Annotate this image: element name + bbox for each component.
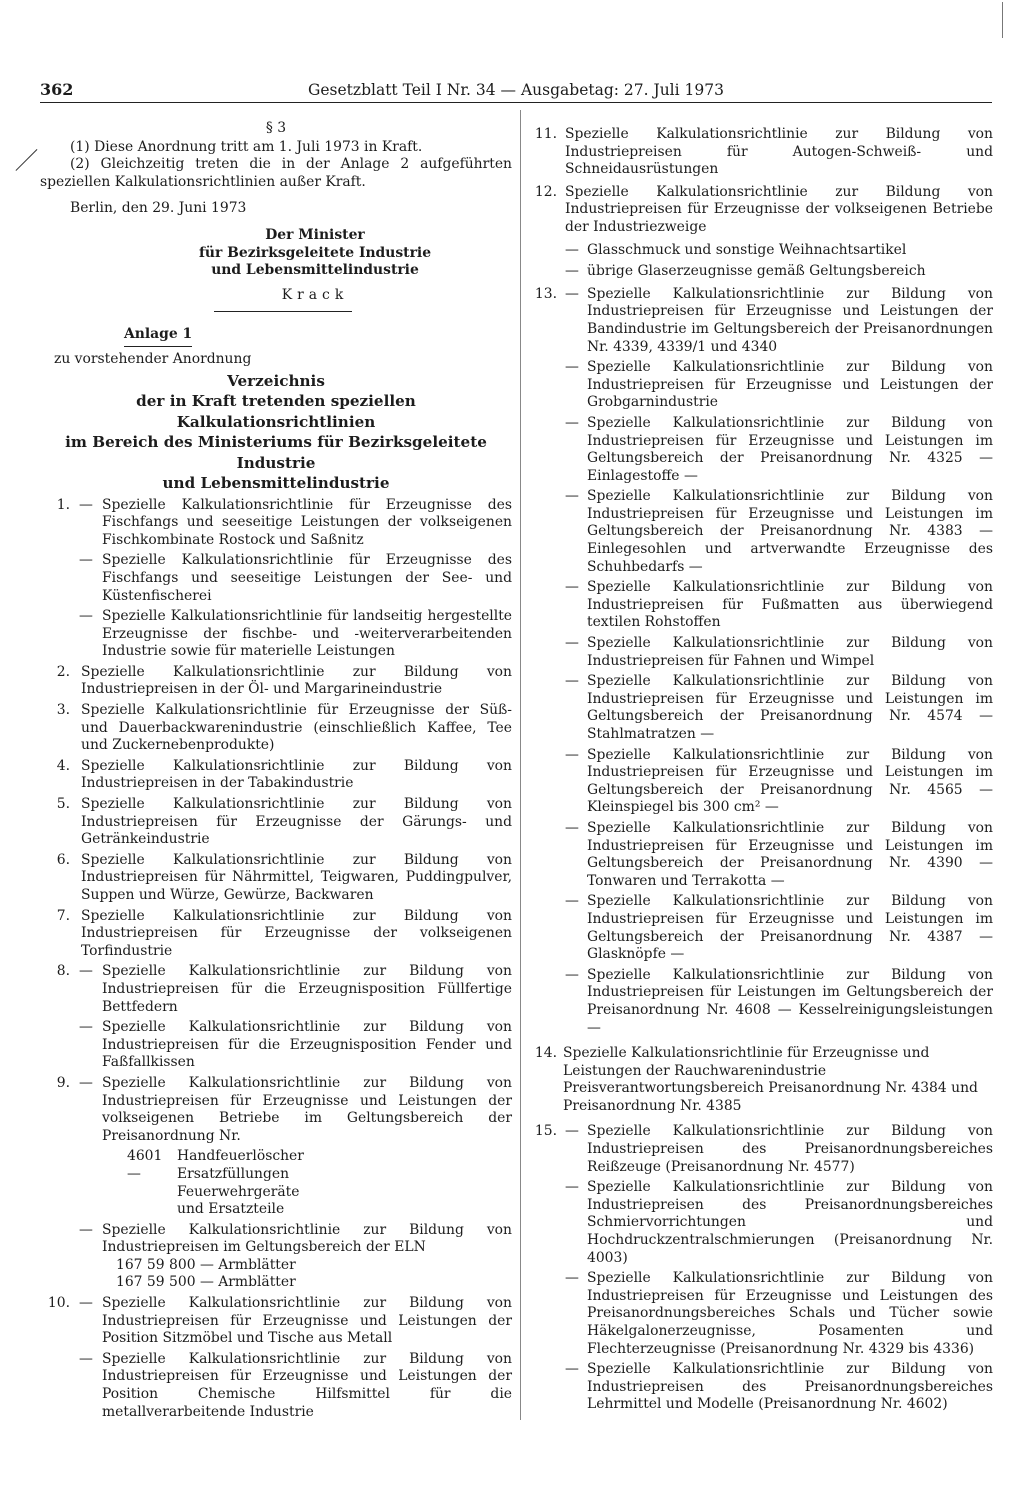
paragraph-1: (1) Diese Anordnung tritt am 1. Juli 1973 in Kraft. xyxy=(70,138,423,155)
list-subitem xyxy=(565,820,993,890)
list-heading-line-2: der in Kraft tretenden speziellen Kalkulationsrichtlinien xyxy=(136,392,416,431)
item-text: Spezielle Kalkulationsrichtlinie zur Bildung von Industriepreisen für Erzeugnisse und Leistungen im Geltungsbereich der Preisanordnung Nr. 4390 — Tonwaren und Terrakotta — xyxy=(587,819,993,889)
item-dash: — xyxy=(79,1019,93,1036)
item-number: 2. xyxy=(56,663,70,680)
item-text: Spezielle Kalkulationsrichtlinie zur Bildung von Industriepreisen für Erzeugnisse und Leistungen der Position Sitzmöbel und Tische aus Metall xyxy=(102,1295,512,1347)
item-dash: — xyxy=(79,496,93,513)
item-text: Spezielle Kalkulationsrichtlinie zur Bildung von Industriepreisen für Erzeugnisse der volkseigenen Betriebe der Industriezweige xyxy=(565,183,993,235)
list-item xyxy=(533,126,993,179)
list-subitem xyxy=(565,263,993,281)
item-text: Spezielle Kalkulationsrichtlinie zur Bildung von Industriepreisen für Erzeugnisse und Leistungen im Geltungsbereich der Preisanordnung Nr. 4565 — Kleinspiegel bis 300 cm² — xyxy=(587,746,993,816)
item-dash: — xyxy=(565,819,579,836)
list-subitem xyxy=(70,608,512,661)
item-text: Spezielle Kalkulationsrichtlinie zur Bildung von Industriepreisen im Geltungsbereich der ELN xyxy=(102,1221,512,1256)
item-dash: — xyxy=(79,608,93,625)
item-text: übrige Glaserzeugnisse gemäß Geltungsbereich xyxy=(587,263,926,280)
item-number: 13. xyxy=(534,285,557,302)
item-text: Spezielle Kalkulationsrichtlinie zur Bildung von Industriepreisen des Preisanordnungsbereiches Lehrmittel und Modelle (Preisanordnung Nr. 4602) xyxy=(587,1361,993,1413)
list-item xyxy=(40,702,512,755)
right-column xyxy=(533,126,993,1417)
item-number: 1. xyxy=(56,496,70,513)
signatory-name: Krack xyxy=(281,286,349,303)
item-dash: — xyxy=(79,552,93,569)
code-number: 4601 — xyxy=(127,1148,163,1182)
item-text: Spezielle Kalkulationsrichtlinie für Erzeugnisse des Fischfangs und seeseitige Leistungen der See- und Küstenfischerei xyxy=(102,552,512,604)
header-title: Gesetzblatt Teil I Nr. 34 — Ausgabetag: 27. Juli 1973 xyxy=(308,81,724,99)
item-text: Spezielle Kalkulationsrichtlinie für landseitig hergestellte Erzeugnisse der fischbe- und -weiterverarbeitenden Industrie sowie für materielle Leistungen xyxy=(102,608,512,660)
item-dash: — xyxy=(565,414,579,431)
minister-line-2: für Bezirksgeleitete Industrie xyxy=(198,244,432,261)
section-heading: § 3 xyxy=(265,120,287,136)
pen-stroke-mark xyxy=(16,149,38,171)
item-number: 11. xyxy=(534,126,557,142)
item-number: 12. xyxy=(534,183,557,200)
item-dash: — xyxy=(565,263,579,280)
eln-code-line: 167 59 800 — Armblätter xyxy=(116,1256,296,1273)
list-item xyxy=(40,758,512,793)
list-subitem xyxy=(70,552,512,605)
list-item xyxy=(533,286,993,356)
list-item xyxy=(40,664,512,699)
list-item xyxy=(533,1123,993,1176)
item-dash: — xyxy=(565,488,579,505)
page-number: 362 xyxy=(40,80,74,99)
item-text: Spezielle Kalkulationsrichtlinie für Erzeugnisse des Fischfangs und seeseitige Leistungen der volkseigenen Fischkombinate Rostock und Saßnitz xyxy=(102,496,512,548)
item-number: 5. xyxy=(56,796,70,813)
margin-tick xyxy=(1002,2,1003,38)
list-subitem xyxy=(565,359,993,412)
item-dash: — xyxy=(79,963,93,980)
place-date: Berlin, den 29. Juni 1973 xyxy=(70,200,247,217)
item-dash: — xyxy=(565,241,579,258)
list-heading-line-4: und Lebensmittelindustrie xyxy=(162,474,390,493)
code-description xyxy=(177,1148,512,1218)
code-line: Ersatzfüllungen xyxy=(177,1165,290,1182)
item-number: 15. xyxy=(534,1123,557,1140)
item-dash: — xyxy=(79,1221,93,1238)
list-subitem xyxy=(565,967,993,1037)
list-item xyxy=(40,497,512,550)
item-dash: — xyxy=(565,1270,579,1287)
list-heading-line-1: Verzeichnis xyxy=(227,371,325,390)
header-rule xyxy=(40,102,992,103)
item-text: Spezielle Kalkulationsrichtlinie zur Bildung von Industriepreisen für Erzeugnisse und Leistungen der Grobgarnindustrie xyxy=(587,359,993,411)
list-item xyxy=(40,796,512,849)
item-number: 7. xyxy=(56,907,70,924)
item-text: Glasschmuck und sonstige Weihnachtsartikel xyxy=(587,241,907,258)
item-dash: — xyxy=(565,1179,579,1196)
item-text: Spezielle Kalkulationsrichtlinie für Erzeugnisse der Süß- und Dauerbackwarenindustrie (einschließlich Kaffee, Tee und Zuckernebenprodukte) xyxy=(81,702,512,754)
item-dash: — xyxy=(565,579,579,596)
item-dash: — xyxy=(565,746,579,763)
item-number: 3. xyxy=(56,702,70,719)
column-divider xyxy=(520,110,521,1420)
item-text: Spezielle Kalkulationsrichtlinie zur Bildung von Industriepreisen für Fußmatten aus überwiegend textilen Rohstoffen xyxy=(587,579,993,631)
list-subitem xyxy=(565,747,993,817)
item-number: 10. xyxy=(47,1295,70,1312)
item-dash: — xyxy=(565,673,579,690)
minister-line-1: Der Minister xyxy=(265,226,365,243)
list-heading-line-3: im Bereich des Ministeriums für Bezirksgeleitete Industrie xyxy=(65,433,487,472)
annex-subtitle: zu vorstehender Anordnung xyxy=(54,350,252,367)
item-text: Spezielle Kalkulationsrichtlinie zur Bildung von Industriepreisen für Erzeugnisse der Gärungs- und Getränkeindustrie xyxy=(81,796,512,848)
item-text: Spezielle Kalkulationsrichtlinie zur Bildung von Industriepreisen für Erzeugnisse und Leistungen im Geltungsbereich der Preisanordnung Nr. 4387 — Glasknöpfe — xyxy=(587,893,993,963)
item-text: Spezielle Kalkulationsrichtlinie zur Bildung von Industriepreisen für Erzeugnisse der volkseigenen Torfindustrie xyxy=(81,907,512,959)
item-dash: — xyxy=(565,893,579,910)
item-dash: — xyxy=(79,1350,93,1367)
list-item xyxy=(533,184,993,237)
item-dash: — xyxy=(79,1074,93,1091)
list-left xyxy=(40,497,512,1422)
eln-codes xyxy=(116,1257,512,1292)
list-subitem xyxy=(565,673,993,743)
list-item xyxy=(40,1075,512,1145)
list-subitem xyxy=(565,488,993,576)
list-item xyxy=(40,1295,512,1348)
item-text: Spezielle Kalkulationsrichtlinie zur Bildung von Industriepreisen für Fahnen und Wimpel xyxy=(587,635,993,669)
item-dash: — xyxy=(565,1361,579,1378)
annex-title: Anlage 1 xyxy=(124,326,192,347)
item-number: 4. xyxy=(56,757,70,774)
item-dash: — xyxy=(565,359,579,376)
item-text: Spezielle Kalkulationsrichtlinie zur Bildung von Industriepreisen für Erzeugnisse und Leistungen im Geltungsbereich der Preisanordnung Nr. 4325 — Einlagestoffe — xyxy=(587,414,993,484)
item-dash: — xyxy=(565,1123,579,1140)
page-header xyxy=(40,80,992,102)
item-dash: — xyxy=(565,285,579,302)
item-text: Spezielle Kalkulationsrichtlinie zur Bildung von Industriepreisen für Erzeugnisse und Leistungen der Position Chemische Hilfsmittel für die metallverarbeitende Industrie xyxy=(102,1350,512,1420)
code-entry xyxy=(127,1148,512,1218)
list-item xyxy=(40,963,512,1016)
item-number: 14. xyxy=(534,1045,557,1062)
item-number: 8. xyxy=(56,963,70,980)
list-heading xyxy=(40,371,512,494)
signature-rule xyxy=(214,311,352,312)
minister-block xyxy=(190,227,440,280)
item-number: 6. xyxy=(56,851,70,868)
list-subitem xyxy=(565,1270,993,1358)
item-text: Spezielle Kalkulationsrichtlinie zur Bildung von Industriepreisen für Leistungen im Geltungsbereich der Preisanordnung Nr. 4608 — Kesselreinigungsleistungen — xyxy=(587,966,993,1036)
list-item xyxy=(533,1045,993,1115)
list-subitem xyxy=(565,1361,993,1414)
list-item xyxy=(40,908,512,961)
list-subitem xyxy=(70,1222,512,1257)
item-text: Spezielle Kalkulationsrichtlinie zur Bildung von Industriepreisen für die Erzeugnisposition Fender und Faßfallkissen xyxy=(102,1019,512,1071)
item-text: Spezielle Kalkulationsrichtlinie zur Bildung von Industriepreisen für Erzeugnisse und Leistungen der Bandindustrie im Geltungsbereich der Preisanordnungen Nr. 4339, 4339/1 und 4340 xyxy=(587,285,993,355)
item-text: Spezielle Kalkulationsrichtlinie zur Bildung von Industriepreisen für Nährmittel, Teigwaren, Puddingpulver, Suppen und Würze, Gewürze, Backwaren xyxy=(81,851,512,903)
item-text: Spezielle Kalkulationsrichtlinie zur Bildung von Industriepreisen für Erzeugnisse und Leistungen der volkseigenen Betriebe im Geltungsbereich der Preisanordnung Nr. xyxy=(102,1074,512,1144)
item-dash: — xyxy=(565,966,579,983)
item-text: Spezielle Kalkulationsrichtlinie zur Bildung von Industriepreisen des Preisanordnungsbereiches Schmiervorrichtungen und Hochdruckzentralschmierungen (Preisanordnung Nr. 4003) xyxy=(587,1179,993,1266)
item-text: Spezielle Kalkulationsrichtlinie zur Bildung von Industriepreisen für Erzeugnisse und Leistungen im Geltungsbereich der Preisanordnung Nr. 4383 — Einlegesohlen und artverwandte Erzeugnisse des Schuhbedarfs — xyxy=(587,488,993,575)
list-subitem xyxy=(565,242,993,260)
item-dash: — xyxy=(565,635,579,652)
item-text: Spezielle Kalkulationsrichtlinie zur Bildung von Industriepreisen des Preisanordnungsbereiches Reißzeuge (Preisanordnung Nr. 4577) xyxy=(587,1123,993,1175)
list-subitem xyxy=(565,635,993,670)
item-number: 9. xyxy=(56,1074,70,1091)
item-dash: — xyxy=(79,1295,93,1312)
left-column xyxy=(40,120,512,1424)
list-subitem xyxy=(565,1179,993,1267)
item-text: Spezielle Kalkulationsrichtlinie zur Bildung von Industriepreisen für die Erzeugnisposition Füllfertige Bettfedern xyxy=(102,963,512,1015)
list-subitem xyxy=(565,579,993,632)
minister-line-3: und Lebensmittelindustrie xyxy=(211,262,419,279)
item-text: Spezielle Kalkulationsrichtlinie für Erzeugnisse und Leistungen der Rauchwarenindustrie Preisverantwortungsbereich Preisanordnung Nr. 4384 und Preisanordnung Nr. 4385 xyxy=(563,1045,978,1114)
list-item xyxy=(40,852,512,905)
item-text: Spezielle Kalkulationsrichtlinie zur Bildung von Industriepreisen für Erzeugnisse und Leistungen im Geltungsbereich der Preisanordnung Nr. 4574 — Stahlmatratzen — xyxy=(587,673,993,742)
item-text: Spezielle Kalkulationsrichtlinie zur Bildung von Industriepreisen in der Tabakindustrie xyxy=(81,757,512,792)
list-subitem xyxy=(565,893,993,963)
list-subitem xyxy=(565,415,993,485)
list-subitem xyxy=(70,1019,512,1072)
list-subitem xyxy=(70,1351,512,1421)
item-text: Spezielle Kalkulationsrichtlinie zur Bildung von Industriepreisen für Erzeugnisse und Leistungen des Preisanordnungsbereiches Schals und Tücher sowie Häkelgalonerzeugnisse, Posamenten und Flechterzeugnisse (Preisanordnung Nr. 4329 bis 4336) xyxy=(587,1270,993,1357)
code-line: Handfeuerlöscher xyxy=(177,1148,304,1165)
paragraph-2: (2) Gleichzeitig treten die in der Anlage 2 aufgeführten speziellen Kalkulationsrichtlinien außer Kraft. xyxy=(40,156,512,190)
item-text: Spezielle Kalkulationsrichtlinie zur Bildung von Industriepreisen für Autogen-Schweiß- und Schneidausrüstungen xyxy=(565,126,993,178)
item-text: Spezielle Kalkulationsrichtlinie zur Bildung von Industriepreisen in der Öl- und Margarineindustrie xyxy=(81,663,512,698)
code-line: und Ersatzteile xyxy=(177,1201,285,1218)
code-line: Feuerwehrgeräte xyxy=(177,1183,300,1200)
eln-code-line: 167 59 500 — Armblätter xyxy=(116,1274,296,1291)
